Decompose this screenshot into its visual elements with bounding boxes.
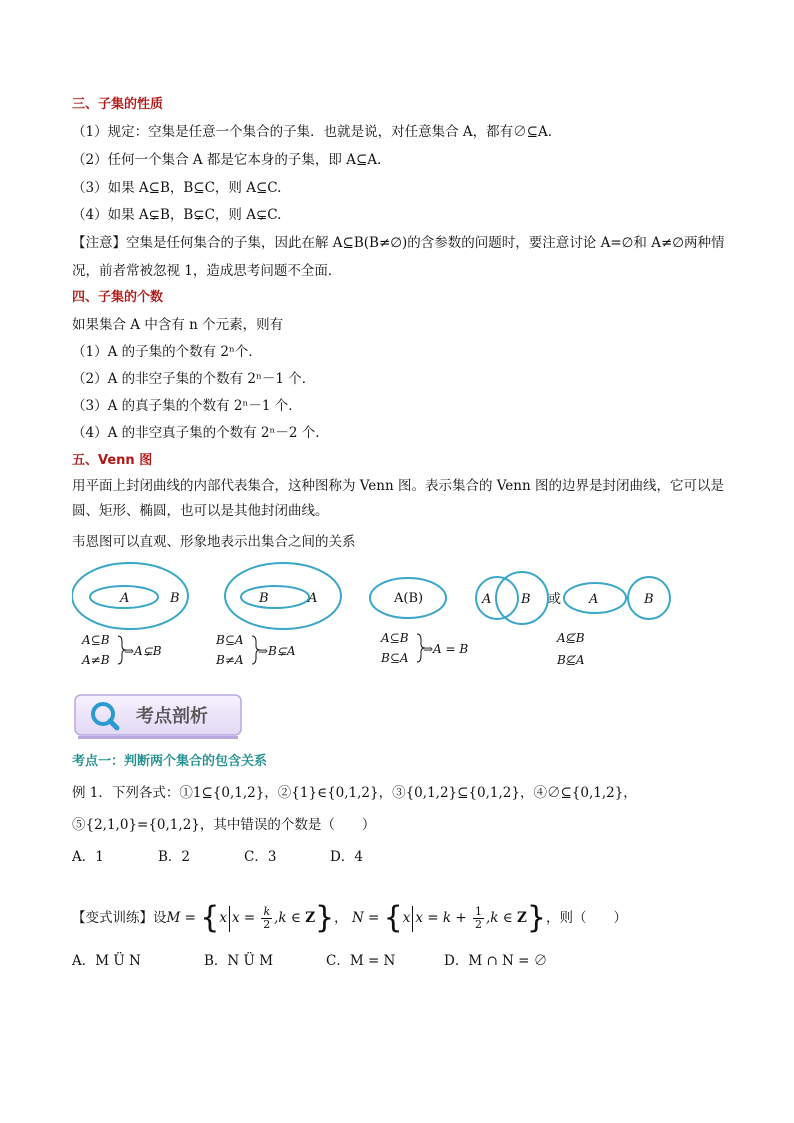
subset-count-item-3: （3）A 的真子集的个数有 2ⁿ－1 个． bbox=[72, 398, 302, 414]
set-N-cond: ,k ∈ bbox=[485, 910, 518, 926]
key-points-banner bbox=[72, 692, 244, 744]
venn-relation-text: 韦恩图可以直观、形象地表示出集合之间的关系 bbox=[72, 534, 356, 550]
set-N-eq: x = k + bbox=[415, 910, 471, 926]
set-N-def: N = bbox=[351, 910, 384, 926]
set-bar-1 bbox=[229, 906, 230, 932]
venn-label-A3: A bbox=[482, 592, 492, 607]
venn-cond1-line2: A≠B bbox=[82, 653, 110, 667]
variant-option-d[interactable]: D．M ∩ N = ∅ bbox=[444, 953, 548, 969]
option-a[interactable]: A．1 bbox=[72, 849, 104, 865]
subset-count-item-4: （4）A 的非空真子集的个数有 2ⁿ－2 个． bbox=[72, 425, 329, 441]
variant-prefix: 【变式训练】设 bbox=[72, 910, 167, 926]
subset-count-item-1: （1）A 的子集的个数有 2ⁿ个． bbox=[72, 344, 262, 360]
venn-cond2-line2: B≠A bbox=[216, 653, 244, 667]
venn-cond3-line1: A⊆B bbox=[381, 631, 409, 645]
venn-cond2-result: ⇒B⊊A bbox=[258, 644, 296, 658]
note-line-1: 【注意】空集是任何集合的子集，因此在解 A⊆B(B≠∅)的含参数的问题时，要注意讨论 A=∅和 A≠∅两种情 bbox=[72, 235, 725, 251]
example1-options bbox=[72, 848, 416, 866]
section-heading-subset-count: 四、子集的个数 bbox=[72, 290, 164, 305]
variant-options bbox=[72, 952, 584, 970]
venn-cond4-line2: B⊈A bbox=[557, 653, 585, 667]
set-bar-2 bbox=[412, 906, 413, 932]
section-heading-venn: 五、Venn 图 bbox=[72, 453, 153, 468]
property-item-1: （1）规定：空集是任意一个集合的子集．也就是说，对任意集合 A，都有∅⊆A. bbox=[72, 124, 552, 140]
venn-cond4-line1: A⊈B bbox=[557, 631, 585, 645]
venn-label-A1: A bbox=[120, 591, 130, 606]
property-item-3: （3）如果 A⊆B，B⊆C，则 A⊆C. bbox=[72, 180, 282, 196]
fraction-num-1: 1 bbox=[474, 905, 482, 918]
venn-ellipse-B-inner bbox=[241, 586, 309, 608]
section-heading-subset-properties: 三、子集的性质 bbox=[72, 97, 164, 112]
banner-title: 考点剖析 bbox=[136, 706, 208, 727]
venn-label-B4: B bbox=[644, 592, 654, 607]
set-N-var: x bbox=[402, 910, 411, 926]
variant-comma: ， bbox=[334, 910, 348, 926]
venn-cond2-line1: B⊆A bbox=[216, 633, 244, 647]
option-c[interactable]: C．3 bbox=[244, 849, 277, 865]
brace-close-1: } bbox=[315, 900, 335, 936]
set-M-eq: x = bbox=[231, 910, 260, 926]
venn-diagrams bbox=[72, 560, 712, 680]
variant-option-a[interactable]: A．M Ü N bbox=[72, 953, 141, 969]
brace-open-2: { bbox=[383, 900, 403, 936]
topic1-heading: 考点一：判断两个集合的包含关系 bbox=[72, 754, 268, 769]
subset-count-item-2: （2）A 的非空子集的个数有 2ⁿ－1 个． bbox=[72, 371, 316, 387]
example1-line1: 例 1．下列各式：①1⊆{0,1,2}，②{1}∈{0,1,2}，③{0,1,2}⊆{0,1,2}，④∅⊆{0,1,2}， bbox=[72, 785, 637, 801]
venn-label-B3: B bbox=[521, 592, 531, 607]
fraction-den-2: 2 bbox=[263, 918, 271, 931]
venn-or-char: 或 bbox=[548, 592, 562, 607]
variant-option-c[interactable]: C．M = N bbox=[326, 953, 396, 969]
option-b[interactable]: B．2 bbox=[158, 849, 191, 865]
set-M-cond: ,k ∈ bbox=[274, 910, 306, 926]
property-item-4: （4）如果 A⊊B，B⊊C，则 A⊊C. bbox=[72, 207, 282, 223]
venn-ellipse-A-outer bbox=[225, 563, 341, 629]
example1-line2: ⑤{2,1,0}={0,1,2}，其中错误的个数是（ ） bbox=[72, 817, 376, 833]
fraction-num-k: k bbox=[263, 905, 271, 918]
venn-cond3-line2: B⊆A bbox=[381, 651, 409, 665]
subset-count-intro: 如果集合 A 中含有 n 个元素，则有 bbox=[72, 317, 284, 333]
option-d[interactable]: D．4 bbox=[330, 849, 363, 865]
venn-label-A4: A bbox=[589, 592, 599, 607]
set-N-Z: Z bbox=[517, 910, 527, 926]
brace-open-1: { bbox=[200, 900, 220, 936]
property-item-2: （2）任何一个集合 A 都是它本身的子集，即 A⊆A. bbox=[72, 152, 382, 168]
variant-option-b[interactable]: B．N Ü M bbox=[204, 953, 274, 969]
venn-cond3-result: ⇒A = B bbox=[423, 642, 469, 656]
variant-question bbox=[72, 900, 627, 936]
set-M-def: M = bbox=[166, 910, 201, 926]
venn-cond1-result: ⇒A⊊B bbox=[124, 644, 162, 658]
venn-label-B1: B bbox=[170, 591, 180, 606]
note-line-2: 况，前者常被忽视 1，造成思考问题不全面． bbox=[72, 263, 342, 279]
fraction-den-2b: 2 bbox=[474, 918, 482, 931]
venn-label-B2: B bbox=[259, 591, 269, 606]
fraction-1-over-2 bbox=[473, 906, 484, 931]
venn-label-AB: A(B) bbox=[394, 591, 424, 606]
venn-cond1-line1: A⊆B bbox=[82, 633, 110, 647]
fraction-k-over-2 bbox=[261, 906, 272, 931]
venn-label-A2: A bbox=[308, 591, 318, 606]
set-M-var: x bbox=[219, 910, 227, 926]
set-M-Z: Z bbox=[305, 910, 316, 926]
brace-close-2: } bbox=[526, 900, 546, 936]
venn-description: 用平面上封闭曲线的内部代表集合，这种图称为 Venn 图。表示集合的 Venn 图的边界是封闭曲线，它可以是圆、矩形、椭圆，也可以是其他封闭曲线。 bbox=[72, 478, 724, 519]
variant-then: ，则（ ） bbox=[545, 910, 627, 926]
